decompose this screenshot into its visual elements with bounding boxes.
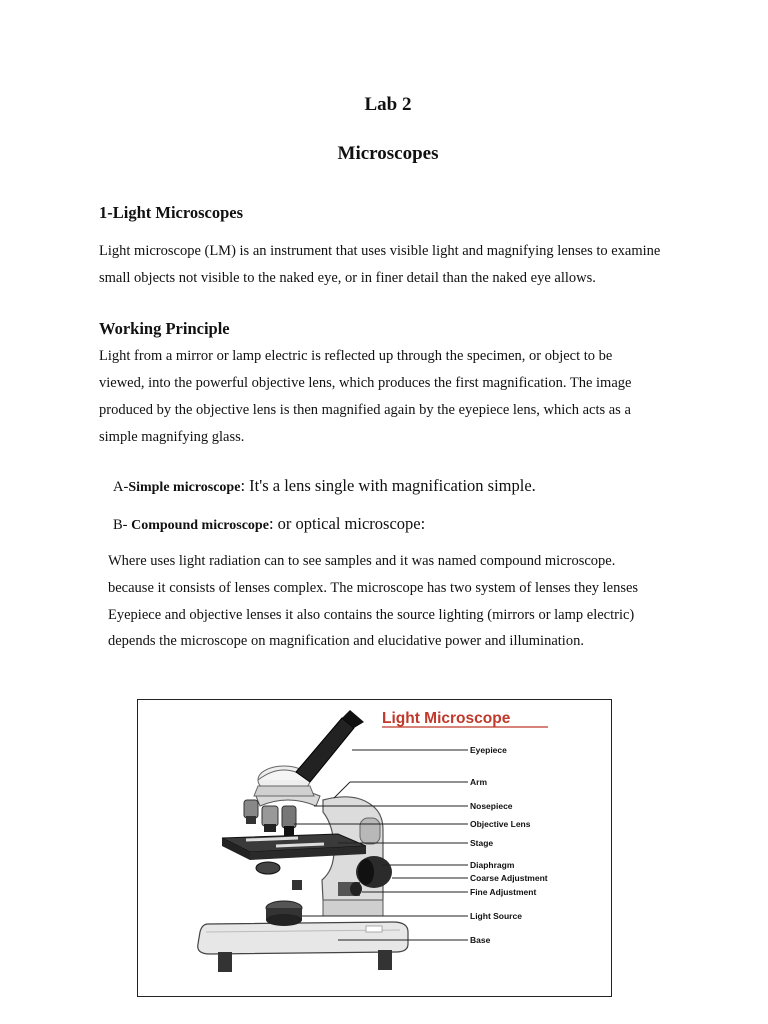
definition-text: : It's a lens single with magnification simple. [240, 476, 536, 495]
label-objective-lens: Objective Lens [470, 819, 531, 829]
label-base: Base [470, 935, 491, 945]
lab-number: Lab 2 [364, 94, 412, 115]
label-diaphragm: Diaphragm [470, 860, 515, 870]
paragraph-line: simple magnifying glass. [99, 429, 245, 445]
base-shape [198, 922, 408, 972]
paragraph-line: produced by the objective lens is then magnified again by the eyepiece lens, which acts as a [99, 402, 631, 418]
list-prefix: A- [113, 479, 129, 495]
label-coarse-adjustment: Coarse Adjustment [470, 873, 548, 883]
light-source-shape [266, 901, 302, 926]
paragraph-line: because it consists of lenses complex. The microscope has two system of lenses they lenses [108, 580, 639, 596]
list-prefix: B- [113, 517, 132, 533]
paragraph-line: small objects not visible to the naked eye, or in finer detail than the naked eye allows. [99, 270, 596, 286]
list-item-compound-microscope [113, 514, 425, 534]
label-fine-adjustment: Fine Adjustment [470, 887, 537, 897]
paragraph-line: Eyepiece and objective lenses it also contains the source lighting (mirrors or lamp electric) [108, 607, 635, 623]
term-compound-microscope: Compound microscope [131, 518, 269, 533]
paragraph-line: Where uses light radiation can to see samples and it was named compound microscope. [108, 553, 616, 569]
label-nosepiece: Nosepiece [470, 801, 513, 811]
paragraph-line: Light from a mirror or lamp electric is reflected up through the specimen, or object to be [99, 348, 613, 364]
term-simple-microscope: Simple microscope [128, 480, 241, 495]
label-arm: Arm [470, 777, 488, 787]
label-eyepiece: Eyepiece [470, 745, 507, 755]
section-heading-working-principle: Working Principle [99, 319, 230, 338]
section-heading-light-microscopes: 1-Light Microscopes [99, 203, 244, 222]
list-item-simple-microscope [113, 476, 536, 496]
microscope-figure [137, 699, 612, 997]
paragraph-line: viewed, into the powerful objective lens, which produces the first magnification. The image [99, 375, 632, 391]
page-title: Microscopes [337, 143, 439, 164]
definition-text: : or optical microscope: [268, 514, 426, 533]
paragraph-line: Light microscope (LM) is an instrument that uses visible light and magnifying lenses to examine [99, 243, 661, 259]
microscope-illustration [138, 700, 611, 996]
label-light-source: Light Source [470, 911, 522, 921]
label-stage: Stage [470, 838, 494, 848]
figure-title: Light Microscope [382, 710, 511, 727]
eyepiece-shape [296, 710, 364, 782]
paragraph-line: depends the microscope on magnification and elucidative power and illumination. [108, 633, 584, 649]
